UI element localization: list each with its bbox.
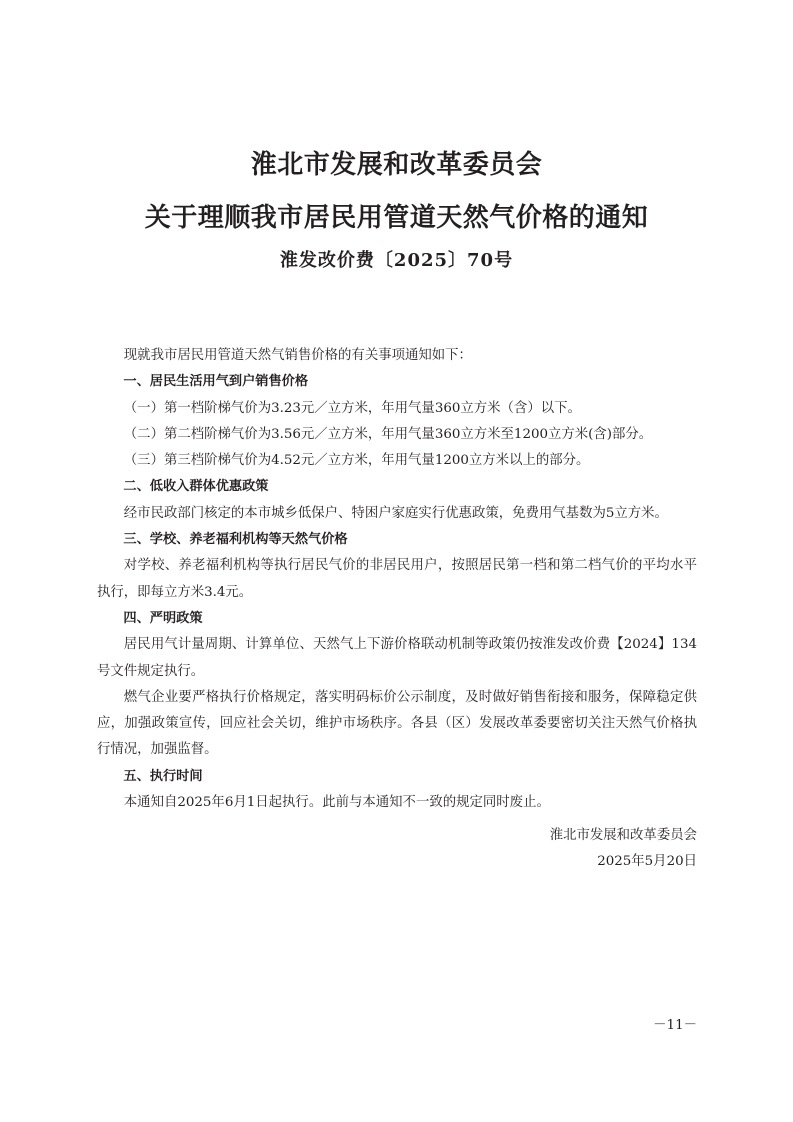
- section1-item-3: （三）第三档阶梯气价为4.52元／立方米，年用气量1200立方米以上的部分。: [123, 453, 590, 469]
- signature-block: [550, 823, 697, 876]
- document-body: [97, 343, 697, 816]
- document-title-line1: 淮北市发展和改革委员会: [250, 150, 543, 180]
- issuer-name: 淮北市发展和改革委员会: [549, 828, 697, 843]
- section1-item-2: （二）第二档阶梯气价为3.56元／立方米，年用气量360立方米至1200立方米(含)部分。: [123, 426, 653, 442]
- section-heading-4: 四、严明政策: [123, 610, 203, 626]
- section4-paragraph-2: 燃气企业要严格执行价格规定，落实明码标价公示制度，及时做好销售衔接和服务，保障稳定供应，加强政策宣传，回应社会关切，维护市场秩序。各县（区）发展改革委要密切关注天然气价格执行情况，加强监督。: [97, 689, 697, 758]
- issue-date: 2025年5月20日: [597, 854, 697, 870]
- section5-paragraph: 本通知自2025年6月1日起执行。此前与本通知不一致的规定同时废止。: [123, 795, 550, 811]
- section-heading-3: 三、学校、养老福利机构等天然气价格: [123, 532, 348, 548]
- section-heading-2: 二、低收入群体优惠政策: [123, 479, 269, 495]
- section-heading-1: 一、居民生活用气到户销售价格: [123, 374, 309, 390]
- document-number: 淮发改价费〔2025〕70号: [279, 250, 514, 271]
- page-number: －11－: [653, 1018, 697, 1033]
- section-heading-5: 五、执行时间: [123, 768, 203, 784]
- intro-paragraph: 现就我市居民用管道天然气销售价格的有关事项通知如下：: [123, 348, 472, 363]
- document-title-line2: 关于理顺我市居民用管道天然气价格的通知: [144, 203, 649, 233]
- section2-paragraph: 经市民政部门核定的本市城乡低保户、特困户家庭实行优惠政策，免费用气基数为5立方米。: [123, 505, 668, 521]
- section4-paragraph-1: 居民用气计量周期、计算单位、天然气上下游价格联动机制等政策仍按淮发改价费【2024】134号文件规定执行。: [97, 637, 697, 679]
- section3-paragraph: 对学校、养老福利机构等执行居民气价的非居民用户，按照居民第一档和第二档气价的平均水平执行，即每立方米3.4元。: [97, 558, 697, 600]
- section1-item-1: （一）第一档阶梯气价为3.23元／立方米，年用气量360立方米（含）以下。: [123, 400, 581, 416]
